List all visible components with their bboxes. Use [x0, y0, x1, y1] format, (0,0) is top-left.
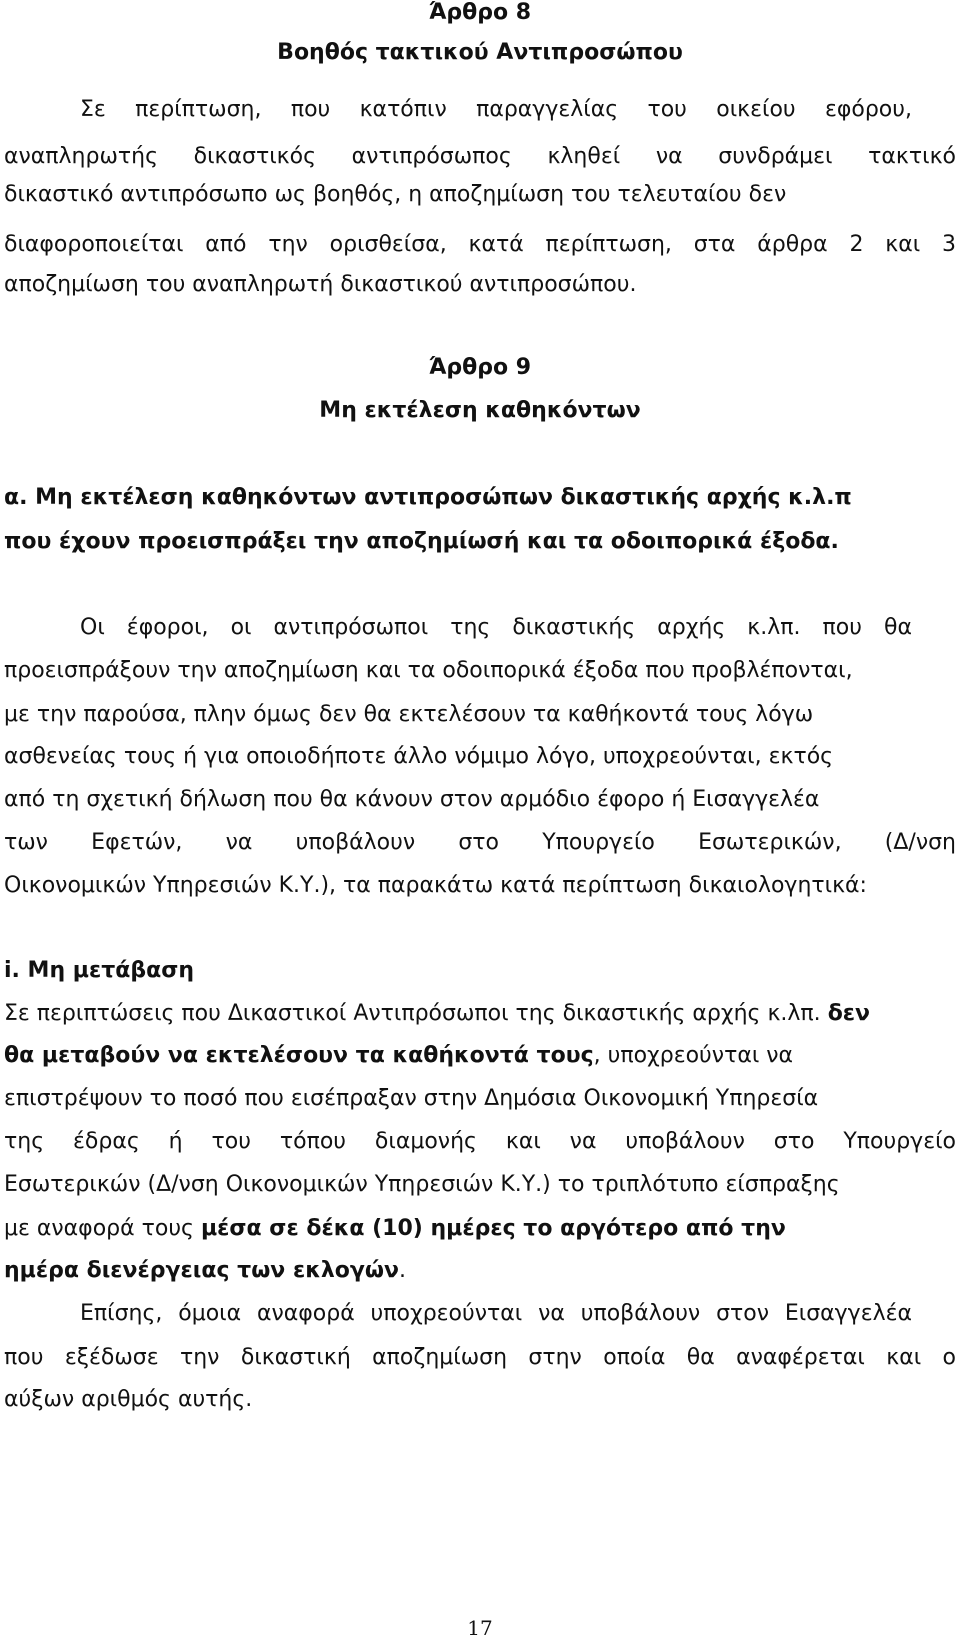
article-9-title: Άρθρο 9	[428, 355, 532, 380]
article-8-text-line: αναπληρωτής δικαστικός αντιπρόσωπος κληθεί να συνδράμει τακτικό	[4, 144, 956, 169]
paragraph-line: των Εφετών, να υποβάλουν στο Υπουργείο Εσωτερικών, (Δ/νση	[4, 830, 956, 855]
article-8-subtitle: Βοηθός τακτικού Αντιπροσώπου	[277, 40, 683, 65]
paragraph-line: της έδρας ή του τόπου διαμονής και να υποβάλουν στο Υπουργείο	[4, 1129, 956, 1154]
paragraph-line: που εξέδωσε την δικαστική αποζημίωση στην οποία θα αναφέρεται και ο	[4, 1345, 956, 1370]
paragraph-line	[4, 1041, 956, 1071]
article-8-title: Άρθρο 8	[428, 0, 532, 25]
text-run: Σε περιπτώσεις που Δικαστικοί Αντιπρόσωποι της δικαστικής αρχής κ.λπ.	[4, 1001, 821, 1026]
paragraph-line: Οικονομικών Υπηρεσιών Κ.Υ.), τα παρακάτω κατά περίπτωση δικαιολογητικά:	[4, 873, 867, 898]
article-8-text-line: δικαστικό αντιπρόσωπο ως βοηθός, η αποζημίωση του τελευταίου δεν	[4, 182, 787, 207]
paragraph-line: Οι έφοροι, οι αντιπρόσωποι της δικαστικής αρχής κ.λπ. που θα	[80, 615, 912, 640]
text-run: , υποχρεούνται να	[593, 1043, 794, 1068]
article-9-subtitle: Μη εκτέλεση καθηκόντων	[319, 398, 641, 423]
paragraph-line	[4, 1256, 956, 1286]
paragraph-line: προεισπράξουν την αποζημίωση και τα οδοιπορικά έξοδα που προβλέπονται,	[4, 658, 853, 683]
paragraph-line: με την παρούσα, πλην όμως δεν θα εκτελέσουν τα καθήκοντά τους λόγω	[4, 702, 814, 727]
subsection-i-heading: i. Μη μετάβαση	[4, 958, 195, 983]
emphasis-text: δεν	[827, 1001, 871, 1026]
paragraph-line	[4, 999, 956, 1029]
paragraph-line: Εσωτερικών (Δ/νση Οικονομικών Υπηρεσιών Κ.Υ.) το τριπλότυπο είσπραξης	[4, 1172, 840, 1197]
text-run: .	[398, 1258, 406, 1283]
paragraph-line	[4, 1214, 956, 1244]
paragraph-line: Επίσης, όμοια αναφορά υποχρεούνται να υποβάλουν στον Εισαγγελέα	[80, 1301, 912, 1326]
text-run: με αναφορά τους	[4, 1216, 194, 1241]
article-8-text-line: Σε περίπτωση, που κατόπιν παραγγελίας του οικείου εφόρου,	[80, 97, 912, 122]
article-8-text-line: διαφοροποιείται από την ορισθείσα, κατά περίπτωση, στα άρθρα 2 και 3	[4, 232, 956, 257]
emphasis-text: θα μεταβούν να εκτελέσουν τα καθήκοντά τους	[4, 1043, 594, 1068]
paragraph-line: αύξων αριθμός αυτής.	[4, 1387, 253, 1412]
page-number: 17	[467, 1616, 493, 1640]
emphasis-text: ημέρα διενέργειας των εκλογών	[4, 1258, 399, 1283]
section-a-heading: α. Μη εκτέλεση καθηκόντων αντιπροσώπων δικαστικής αρχής κ.λ.π	[4, 485, 852, 510]
emphasis-text: μέσα σε δέκα (10) ημέρες το αργότερο από την	[200, 1216, 786, 1241]
paragraph-line: από τη σχετική δήλωση που θα κάνουν στον αρμόδιο έφορο ή Εισαγγελέα	[4, 787, 820, 812]
paragraph-line: ασθενείας τους ή για οποιοδήποτε άλλο νόμιμο λόγο, υποχρεούνται, εκτός	[4, 744, 834, 769]
article-8-text-line: αποζημίωση του αναπληρωτή δικαστικού αντιπροσώπου.	[4, 272, 637, 297]
section-a-heading: που έχουν προεισπράξει την αποζημίωσή και τα οδοιπορικά έξοδα.	[4, 529, 839, 554]
paragraph-line: επιστρέψουν το ποσό που εισέπραξαν στην Δημόσια Οικονομική Υπηρεσία	[4, 1086, 819, 1111]
